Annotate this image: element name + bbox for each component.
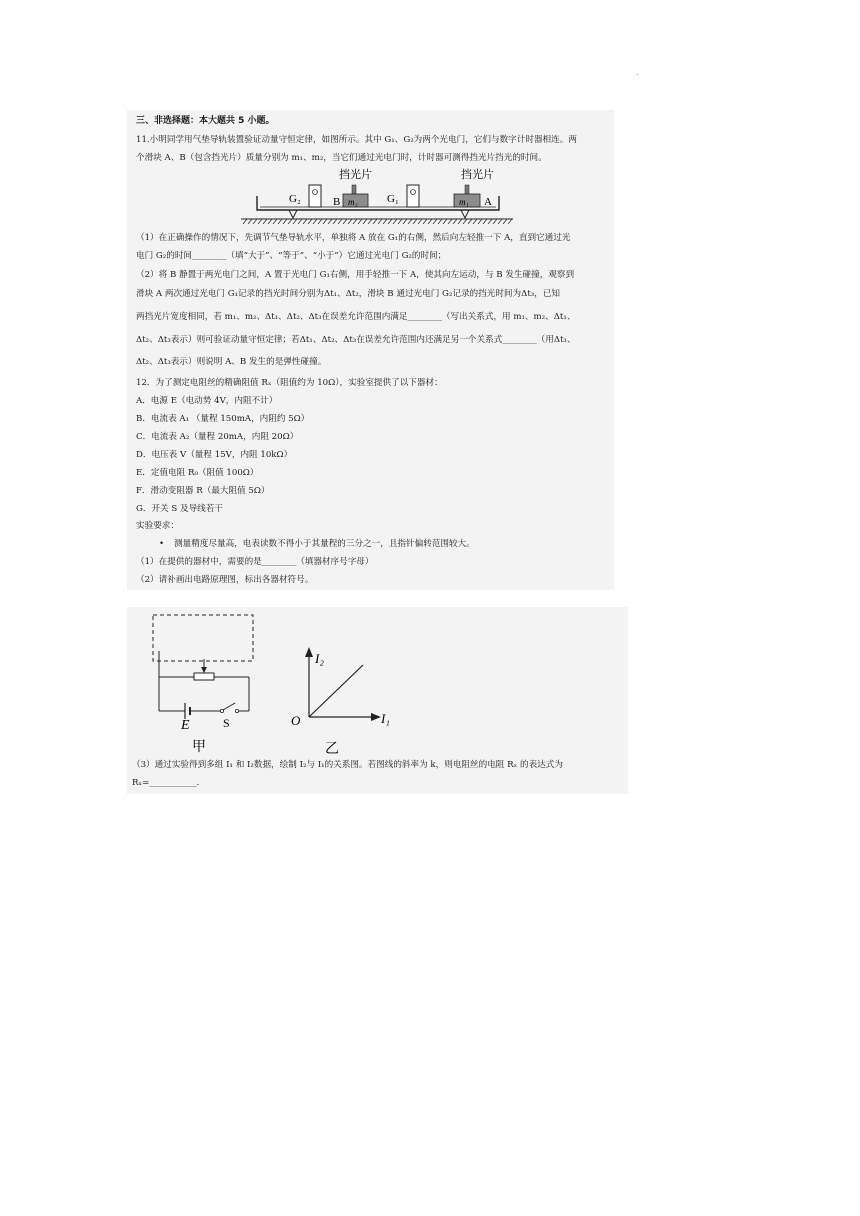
hatch-mark bbox=[368, 219, 372, 224]
hatch-mark bbox=[498, 219, 502, 224]
graph-line bbox=[309, 665, 363, 717]
hatch-mark bbox=[358, 219, 362, 224]
hatch-mark bbox=[393, 219, 397, 224]
q11-part2-line4: Δt₂、Δt₃表示）则可验证动量守恒定律；若Δt₁、Δt₂、Δt₃在误差允许范围内还满足另一个关系式________（用Δt₁、 bbox=[136, 335, 576, 345]
air-track-figure bbox=[237, 166, 517, 228]
hatch-mark bbox=[263, 219, 267, 224]
hatch-mark bbox=[423, 219, 427, 224]
equipment-item: A．电源 E（电动势 4V，内阻不计） bbox=[136, 396, 278, 406]
photogate-g1 bbox=[407, 185, 419, 207]
hatch-mark bbox=[293, 219, 297, 224]
q12-part3-line2: Rₓ=___________. bbox=[132, 778, 200, 788]
q12-part2: （2）请补画出电路原理图，标出各器材符号。 bbox=[136, 575, 314, 585]
hatch-mark bbox=[303, 219, 307, 224]
hatch-mark bbox=[318, 219, 322, 224]
equipment-item: G．开关 S 及导线若干 bbox=[136, 504, 223, 514]
hatch-mark bbox=[373, 219, 377, 224]
equipment-item: F．滑动变阻器 R（最大阻值 5Ω） bbox=[136, 486, 270, 496]
hatch-mark bbox=[403, 219, 407, 224]
x-axis-label: I₁ bbox=[381, 711, 390, 726]
hatch-mark bbox=[443, 219, 447, 224]
origin-label: O bbox=[291, 713, 301, 728]
hatch-mark bbox=[398, 219, 402, 224]
battery-label: E bbox=[181, 718, 190, 733]
g1-label: G₁ bbox=[387, 193, 399, 205]
hatch-mark bbox=[348, 219, 352, 224]
hatch-mark bbox=[433, 219, 437, 224]
hatch-mark bbox=[438, 219, 442, 224]
slider-b-shutter bbox=[352, 185, 356, 195]
dashed-box bbox=[153, 615, 253, 661]
hatch-mark bbox=[338, 219, 342, 224]
figure-caption-jia: 甲 bbox=[192, 740, 206, 755]
hatch-mark bbox=[413, 219, 417, 224]
slider-b-mass: m₂ bbox=[348, 197, 358, 207]
hatch-mark bbox=[503, 219, 507, 224]
q11-part2-line3: 两挡光片宽度相同，若 m₁、m₂、Δt₁、Δt₂、Δt₃在误差允许范围内满足________（写出关系式，用 m₁、m₂、Δt₁、 bbox=[136, 312, 576, 322]
slider-b-label: B bbox=[333, 196, 341, 208]
shutter-label-left: 挡光片 bbox=[339, 169, 372, 181]
q11-part2-line5: Δt₂、Δt₃表示）则说明 A、B 发生的是弹性碰撞。 bbox=[136, 357, 327, 367]
q12-part1: （1）在提供的器材中，需要的是________（填器材序号字母） bbox=[136, 557, 374, 567]
q11-part1-line1: （1）在正确操作的情况下，先调节气垫导轨水平，单独将 A 放在 G₁的右侧，然后向左轻推一下 A，直到它通过光 bbox=[136, 233, 571, 243]
bullet-icon: • bbox=[159, 539, 165, 549]
photogate-g2 bbox=[309, 185, 321, 207]
requirements-bullet: 测量精度尽量高，电表读数不得小于其量程的三分之一，且指针偏转范围较大。 bbox=[174, 539, 475, 549]
shutter-label-right: 挡光片 bbox=[461, 169, 494, 181]
hatch-mark bbox=[408, 219, 412, 224]
hatch-mark bbox=[508, 219, 512, 224]
q11-part2-line1: （2）将 B 静置于两光电门之间，A 置于光电门 G₁右侧，用手轻推一下 A，使其向左运动，与 B 发生碰撞，观察到 bbox=[136, 270, 575, 280]
switch-lever bbox=[223, 703, 235, 710]
hatch-mark bbox=[268, 219, 272, 224]
hatch-mark bbox=[378, 219, 382, 224]
hatch-mark bbox=[278, 219, 282, 224]
equipment-item: E．定值电阻 R₀（阻值 100Ω） bbox=[136, 468, 259, 478]
hatch-mark bbox=[243, 219, 247, 224]
rheostat-arrow-icon bbox=[201, 667, 207, 673]
hatch-mark bbox=[313, 219, 317, 224]
hatch-mark bbox=[333, 219, 337, 224]
q11-stem-line2: 个滑块 A、B（包含挡光片）质量分别为 m₁、m₂，当它们通过光电门时，计时器可测得挡光片挡光的时间。 bbox=[136, 153, 547, 163]
hatch-mark bbox=[428, 219, 432, 224]
graph-yi bbox=[285, 641, 395, 761]
circuit-diagram-jia bbox=[147, 611, 267, 756]
hatch-mark bbox=[273, 219, 277, 224]
y-axis-label: I₂ bbox=[315, 651, 324, 666]
hatch-mark bbox=[473, 219, 477, 224]
hatch-mark bbox=[463, 219, 467, 224]
requirements-label: 实验要求： bbox=[136, 521, 179, 531]
hatch-mark bbox=[453, 219, 457, 224]
equipment-item: D．电压表 V（量程 15V，内阻 10kΩ） bbox=[136, 450, 293, 460]
track-support-left bbox=[289, 210, 297, 218]
hatch-mark bbox=[258, 219, 262, 224]
x-axis-arrow-icon bbox=[371, 713, 381, 721]
q12-stem: 12．为了测定电阻丝的精确阻值 Rₓ（阻值约为 10Ω），实验室提供了以下器材： bbox=[136, 378, 443, 388]
slide-rheostat bbox=[194, 673, 214, 680]
hatch-mark bbox=[418, 219, 422, 224]
figure-caption-yi: 乙 bbox=[325, 742, 339, 757]
q11-stem-line1: 11.小明同学用气垫导轨装置验证动量守恒定律，如图所示。其中 G₁、G₂为两个光电门，它们与数字计时器相连。两 bbox=[136, 135, 577, 145]
hatch-mark bbox=[283, 219, 287, 224]
hatch-mark bbox=[353, 219, 357, 224]
hatch-mark bbox=[363, 219, 367, 224]
hatch-mark bbox=[493, 219, 497, 224]
corner-mark: . bbox=[636, 68, 639, 77]
hatch-mark bbox=[488, 219, 492, 224]
slider-a-label: A bbox=[484, 196, 492, 208]
y-axis-arrow-icon bbox=[305, 647, 313, 657]
slider-a-shutter bbox=[465, 185, 469, 195]
g2-label: G₂ bbox=[289, 193, 301, 205]
equipment-item: B．电流表 A₁ （量程 150mA，内阻约 5Ω） bbox=[136, 414, 310, 424]
track-support-right bbox=[461, 210, 469, 218]
hatch-mark bbox=[448, 219, 452, 224]
hatch-mark bbox=[388, 219, 392, 224]
hatch-mark bbox=[468, 219, 472, 224]
question-panel-bottom bbox=[127, 607, 628, 794]
hatch-mark bbox=[483, 219, 487, 224]
hatch-mark bbox=[253, 219, 257, 224]
switch-label: S bbox=[223, 716, 230, 730]
slider-a-mass: m₁ bbox=[459, 197, 469, 207]
hatch-mark bbox=[323, 219, 327, 224]
section-title: 三、非选择题：本大题共 5 小题。 bbox=[136, 116, 275, 126]
hatch-mark bbox=[478, 219, 482, 224]
q12-part3-line1: （3）通过实验得到多组 I₁ 和 I₂数据，绘制 I₂与 I₁的关系图。若图线的斜率为 k，则电阻丝的电阻 Rₓ 的表达式为 bbox=[132, 760, 563, 770]
hatch-mark bbox=[308, 219, 312, 224]
hatch-mark bbox=[248, 219, 252, 224]
q11-part2-line2: 滑块 A 两次通过光电门 G₁记录的挡光时间分别为Δt₁、Δt₂，滑块 B 通过光电门 G₂记录的挡光时间为Δt₃，已知 bbox=[136, 289, 561, 299]
hatch-mark bbox=[343, 219, 347, 224]
question-panel-top bbox=[127, 110, 614, 590]
hatch-mark bbox=[288, 219, 292, 224]
switch-contact bbox=[235, 709, 238, 712]
equipment-item: C．电流表 A₂（量程 20mA，内阻 20Ω） bbox=[136, 432, 299, 442]
hatch-mark bbox=[458, 219, 462, 224]
ground-hatching bbox=[243, 219, 512, 224]
hatch-mark bbox=[328, 219, 332, 224]
hatch-mark bbox=[383, 219, 387, 224]
hatch-mark bbox=[298, 219, 302, 224]
q11-part1-line2: 电门 G₂的时间________（填“大于”、“等于”、“小于”）它通过光电门 G₂的时间； bbox=[136, 251, 447, 261]
